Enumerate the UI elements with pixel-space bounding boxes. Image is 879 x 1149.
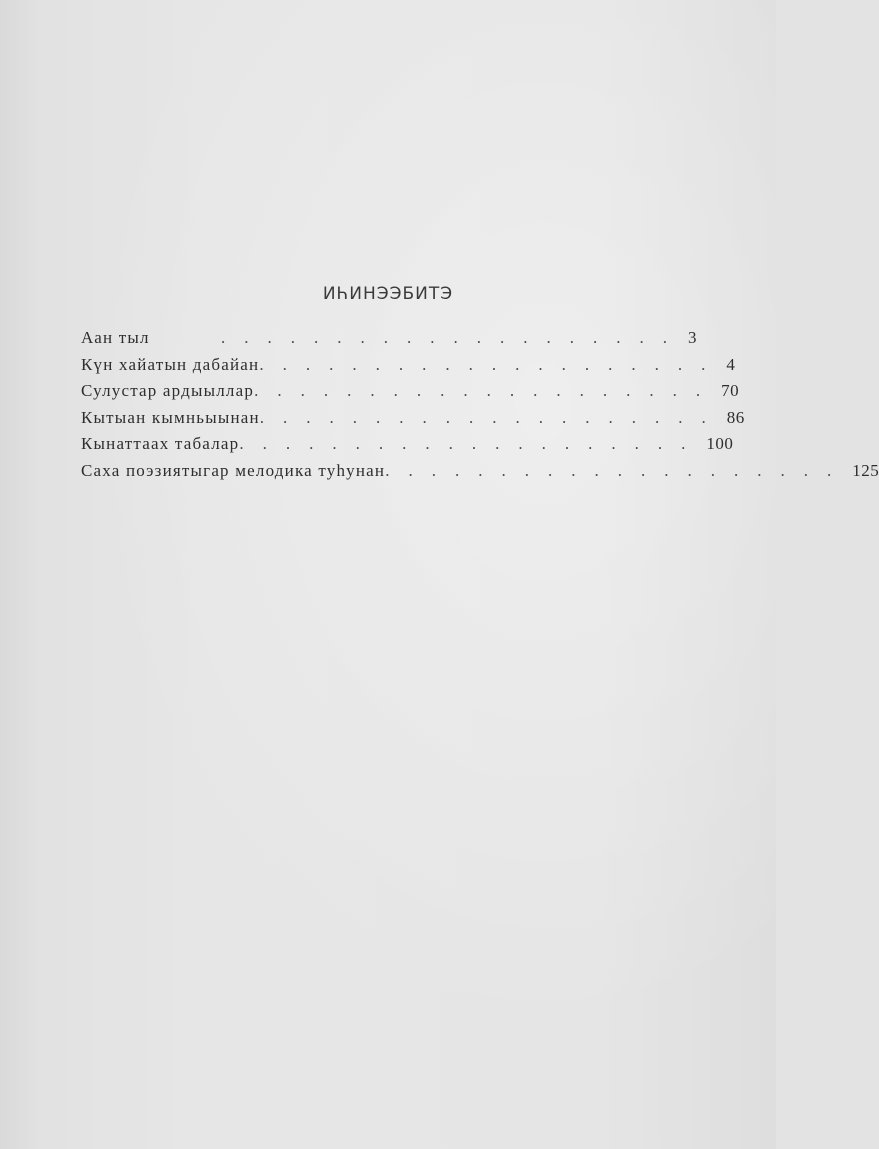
toc-entry-title: Сулустар ардыыллар [81,381,255,401]
dot-leader: .................... [221,328,686,347]
toc-entry-page: 3 [688,328,697,347]
table-of-contents [81,328,879,488]
toc-entry [81,381,740,408]
toc-entry-title: Кынаттаах табалар [81,434,240,454]
toc-entry [81,460,879,488]
toc-entry-page: 70 [721,381,740,401]
contents-heading: ИҺИНЭЭБИТЭ [322,284,454,304]
toc-entry [81,434,734,461]
toc-entry-title: Саха поэзиятыгар мелодика туһунан [81,460,386,480]
toc-entry-page: 86 [726,407,745,427]
toc-entry-title: Аан тыл [81,328,150,347]
toc-entry-page: 100 [706,434,734,454]
toc-entry-page: 125 [852,460,879,480]
dot-leader: .................... [385,460,851,480]
toc-entry [81,354,736,382]
toc-entry [81,328,697,355]
dot-leader: .................... [239,434,705,454]
dot-leader: .................... [259,407,725,427]
toc-entry-page: 4 [726,354,736,374]
toc-entry [81,407,745,435]
dot-leader: .................... [259,354,725,374]
toc-entry-title: Күн хайатын дабайан [81,354,260,374]
dot-leader: .................... [254,381,720,401]
toc-entry-title: Кытыан кымньыынан [81,407,260,427]
